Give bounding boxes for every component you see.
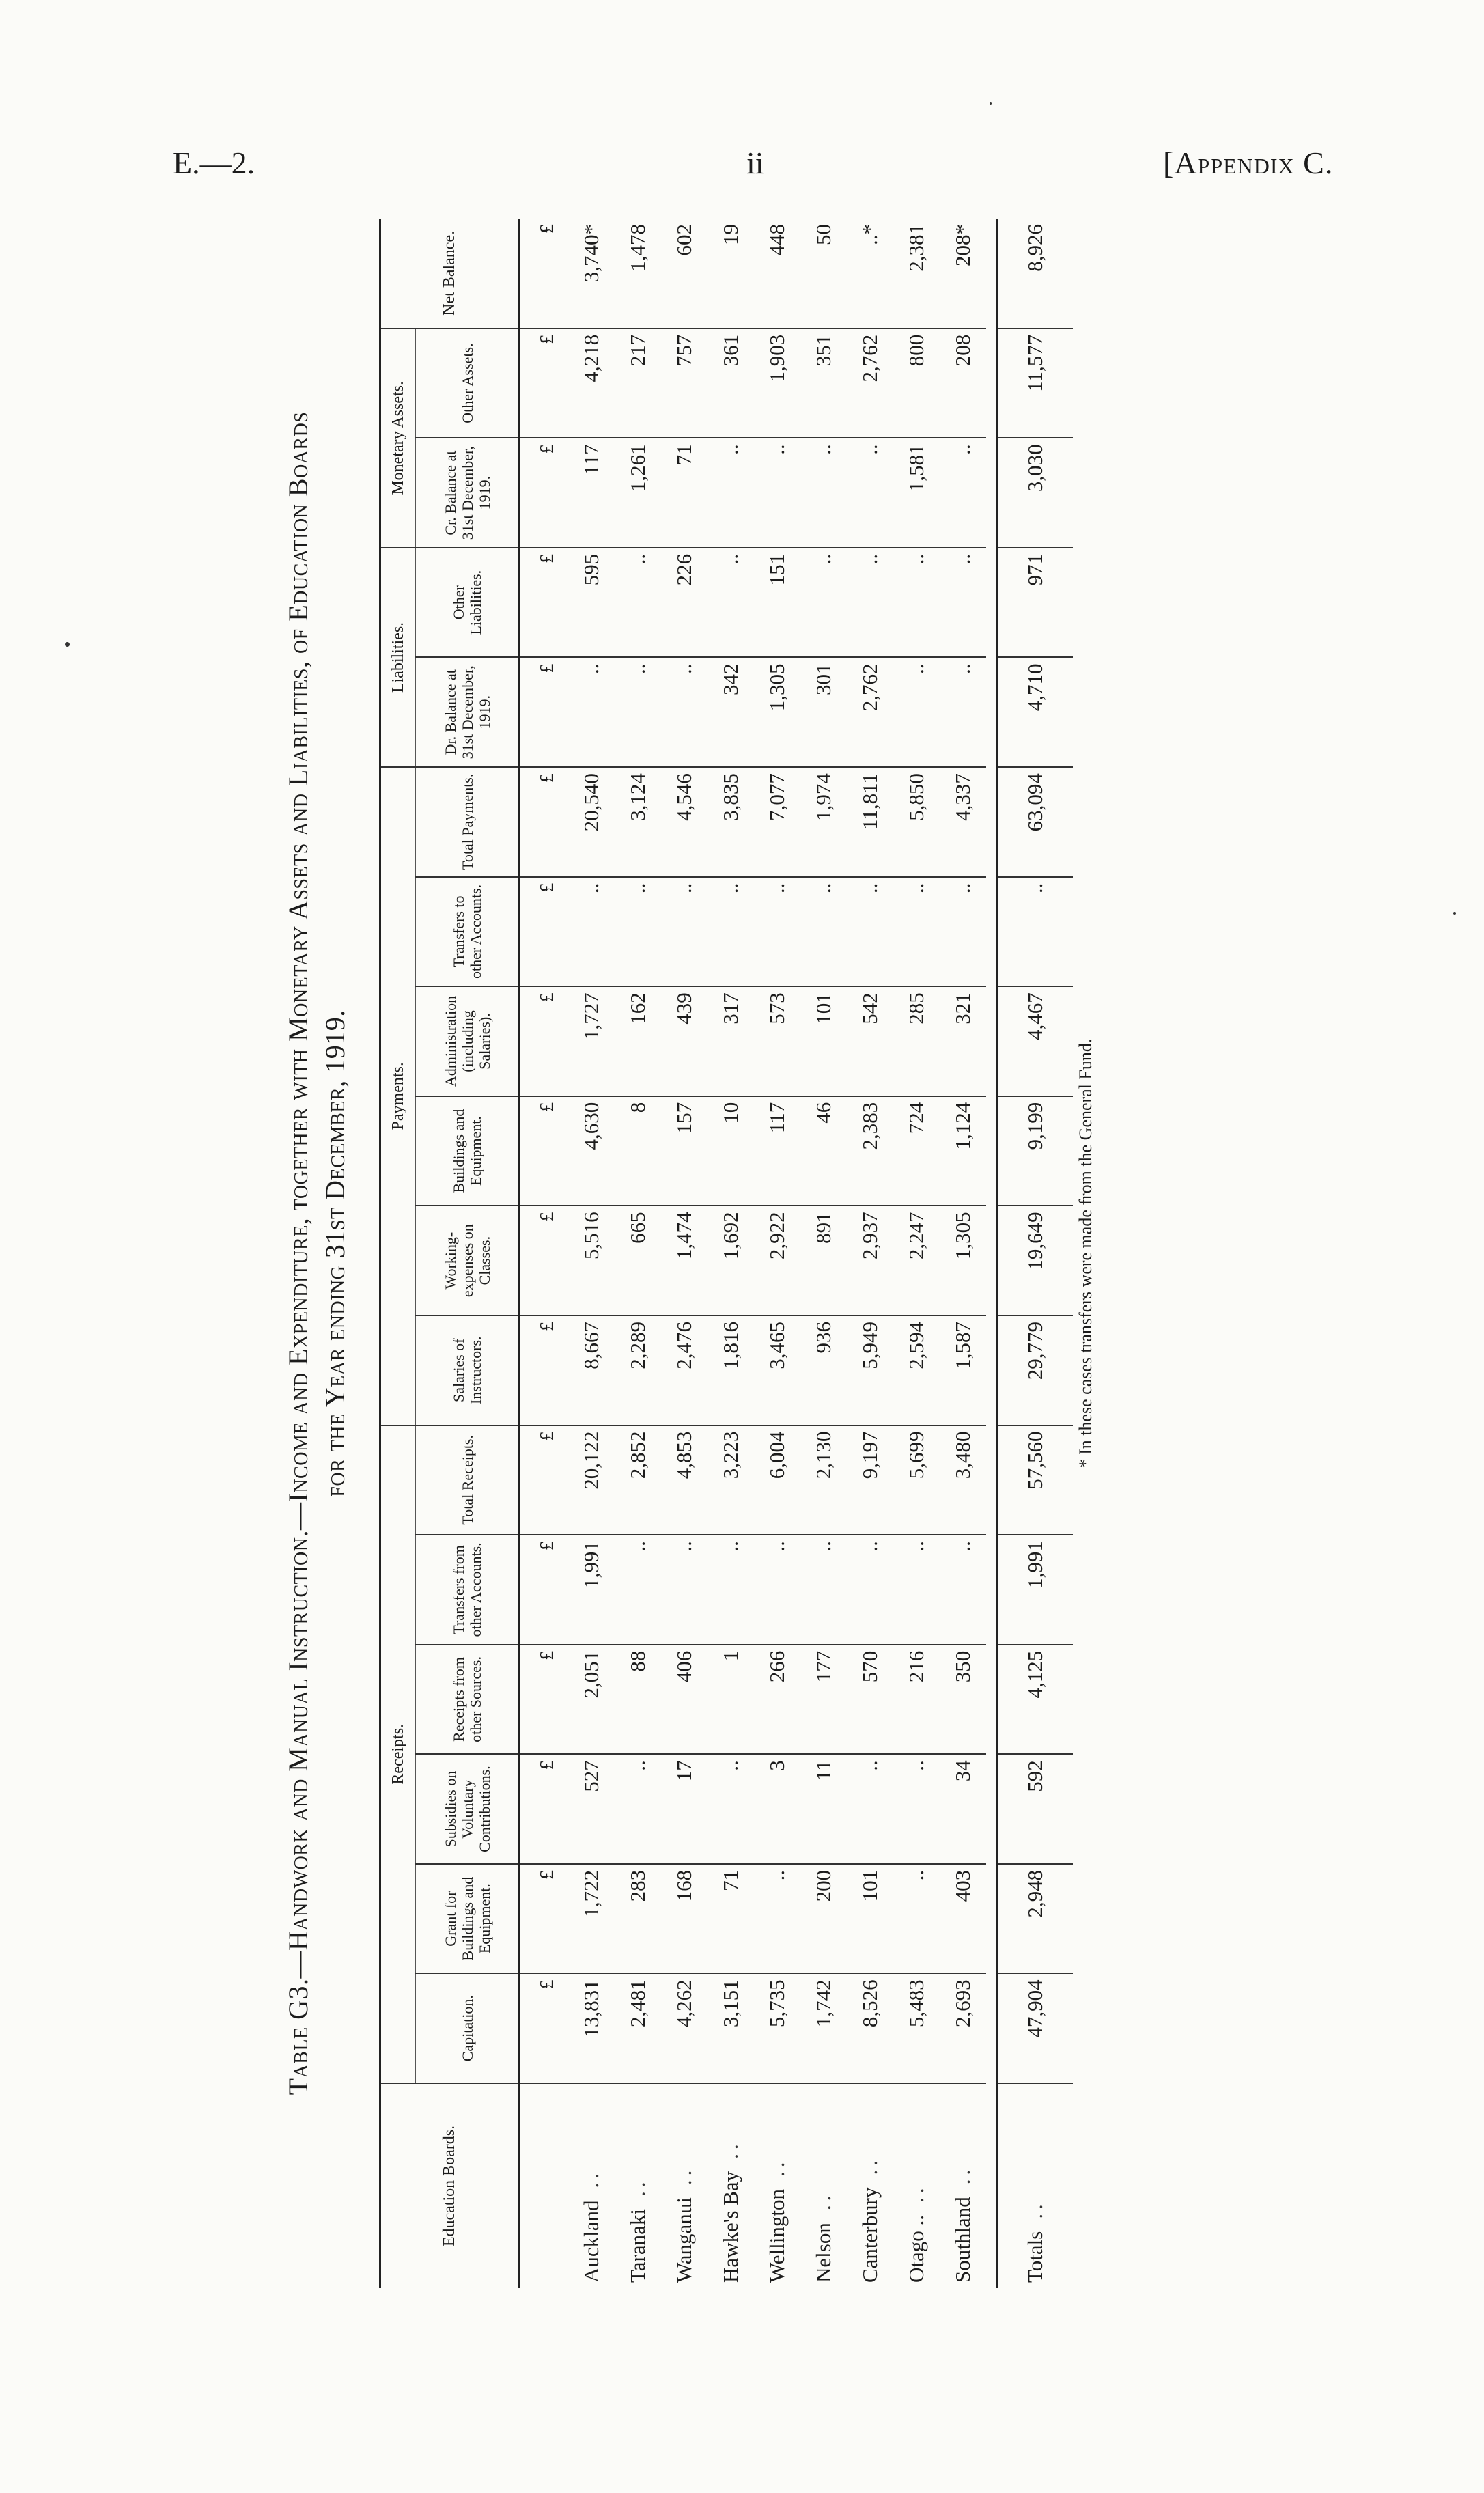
value-cell: 1,478	[615, 219, 661, 329]
table-title-line-2: for the Year ending 31st December, 1919.	[320, 1009, 350, 1497]
value-cell: ..	[615, 1535, 661, 1645]
value-cell: 5,516	[568, 1206, 615, 1315]
value-cell: 665	[615, 1206, 661, 1315]
value-cell: 5,699	[893, 1425, 940, 1535]
value-cell: 2,594	[893, 1315, 940, 1425]
value-cell: ..	[847, 1535, 893, 1645]
value-cell: ..	[754, 1535, 800, 1645]
value-cell: 4,218	[568, 329, 615, 438]
value-cell: 5,850	[893, 767, 940, 877]
unit-cell: £	[520, 1425, 569, 1535]
leader-dots: ..	[951, 2165, 975, 2185]
table-title-line-1: Table G3.—Handwork and Manual Instruction.—Income and Expenditure, together with Monetary Assets and Liabilities, of Education Boards	[283, 411, 313, 2095]
value-cell: 4,467	[997, 986, 1074, 1096]
unit-cell: £	[520, 877, 569, 987]
scan-speck	[1453, 912, 1456, 915]
value-cell: 11,811	[847, 767, 893, 877]
income-expenditure-table	[379, 219, 1073, 2288]
value-cell: 1,587	[940, 1315, 986, 1425]
value-cell: 34	[940, 1754, 986, 1864]
header-cr-balance: Cr. Balance at 31st December, 1919.	[416, 438, 520, 548]
unit-cell: £	[520, 1206, 569, 1315]
value-cell: 891	[800, 1206, 847, 1315]
value-cell: ..	[661, 657, 708, 767]
value-cell: 162	[615, 986, 661, 1096]
units-row-label	[520, 2083, 569, 2288]
value-cell: ..	[661, 877, 708, 987]
value-cell: 439	[661, 986, 708, 1096]
value-cell: 71	[661, 438, 708, 548]
value-cell: 1,692	[708, 1206, 754, 1315]
board-name	[997, 2083, 1074, 2288]
leader-dots: ..	[626, 2177, 649, 2197]
value-cell: 17	[661, 1754, 708, 1864]
value-cell: 46	[800, 1096, 847, 1206]
value-cell: ..	[708, 1535, 754, 1645]
unit-cell: £	[520, 767, 569, 877]
unit-cell: £	[520, 1535, 569, 1645]
value-cell: 2,762	[847, 657, 893, 767]
leader-dots: ..	[858, 2156, 882, 2175]
table-row	[754, 219, 800, 2288]
value-cell: 3,223	[708, 1425, 754, 1535]
value-cell: 361	[708, 329, 754, 438]
value-cell: 5,949	[847, 1315, 893, 1425]
value-cell: ..	[847, 438, 893, 548]
value-cell: 4,262	[661, 1973, 708, 2083]
board-name	[661, 2083, 708, 2288]
value-cell: 200	[800, 1864, 847, 1974]
value-cell: 2,481	[615, 1973, 661, 2083]
value-cell: ..	[615, 1754, 661, 1864]
value-cell: 351	[800, 329, 847, 438]
value-cell: 157	[661, 1096, 708, 1206]
value-cell: 4,710	[997, 657, 1074, 767]
units-row	[520, 219, 569, 2288]
value-cell: ..	[893, 548, 940, 658]
value-cell: 2,762	[847, 329, 893, 438]
value-cell: 1,727	[568, 986, 615, 1096]
header-dr-balance: Dr. Balance at 31st December, 1919.	[416, 657, 520, 767]
value-cell: 19,649	[997, 1206, 1074, 1315]
value-cell: 602	[661, 219, 708, 329]
board-name-text: Totals	[1023, 2231, 1047, 2283]
header-administration: Administration (including Salaries).	[416, 986, 520, 1096]
value-cell: 50	[800, 219, 847, 329]
leader-dots: ..	[718, 2140, 742, 2159]
board-name	[847, 2083, 893, 2288]
value-cell: ..	[800, 438, 847, 548]
value-cell: 47,904	[997, 1973, 1074, 2083]
group-payments: Payments.	[380, 767, 416, 1425]
value-cell: ..	[940, 548, 986, 658]
value-cell: 2,051	[568, 1645, 615, 1755]
value-cell: 88	[615, 1645, 661, 1755]
value-cell: 1,581	[893, 438, 940, 548]
value-cell: 11	[800, 1754, 847, 1864]
value-cell: 2,289	[615, 1315, 661, 1425]
leader-dots: ..	[672, 2166, 696, 2186]
value-cell: 3,480	[940, 1425, 986, 1535]
board-name-text: Canterbury	[858, 2187, 882, 2283]
value-cell: 10	[708, 1096, 754, 1206]
board-name-text: Wanganui	[672, 2197, 696, 2283]
value-cell: 2,852	[615, 1425, 661, 1535]
value-cell: 8,926	[997, 219, 1074, 329]
value-cell: ..	[754, 438, 800, 548]
value-cell: 7,077	[754, 767, 800, 877]
value-cell: 101	[847, 1864, 893, 1974]
value-cell: ..	[615, 548, 661, 658]
unit-cell: £	[520, 329, 569, 438]
table-row	[847, 219, 893, 2288]
leader-dots: ..	[765, 2158, 789, 2177]
scan-speck	[990, 102, 992, 105]
unit-cell: £	[520, 1864, 569, 1974]
header-receipts-other: Receipts from other Sources.	[416, 1645, 520, 1755]
value-cell: 217	[615, 329, 661, 438]
value-cell: 1	[708, 1645, 754, 1755]
value-cell: 1,722	[568, 1864, 615, 1974]
scan-speck	[65, 642, 70, 647]
value-cell: 8,667	[568, 1315, 615, 1425]
header-education-boards: Education Boards.	[380, 2083, 520, 2288]
value-cell: 448	[754, 219, 800, 329]
value-cell: 403	[940, 1864, 986, 1974]
appendix-label: [Appendix C.	[1163, 145, 1334, 180]
value-cell: 2,693	[940, 1973, 986, 2083]
value-cell: 2,130	[800, 1425, 847, 1535]
totals-row	[997, 219, 1074, 2288]
leader-dots: ..	[1023, 2200, 1047, 2219]
value-cell: 4,337	[940, 767, 986, 877]
header-capitation: Capitation.	[416, 1973, 520, 2083]
value-cell: ..	[997, 877, 1074, 987]
unit-cell: £	[520, 548, 569, 658]
value-cell: 936	[800, 1315, 847, 1425]
table-title	[280, 219, 354, 2288]
header-other-liabilities: Other Liabilities.	[416, 548, 520, 658]
header-transfers-to: Transfers to other Accounts.	[416, 877, 520, 987]
value-cell: ..	[893, 1754, 940, 1864]
value-cell: 117	[568, 438, 615, 548]
board-name	[940, 2083, 986, 2288]
value-cell: 9,199	[997, 1096, 1074, 1206]
value-cell: ..	[940, 877, 986, 987]
unit-cell: £	[520, 1973, 569, 2083]
value-cell: 342	[708, 657, 754, 767]
value-cell: 3,465	[754, 1315, 800, 1425]
board-name-text: Southland	[951, 2197, 975, 2283]
value-cell: ..	[800, 548, 847, 658]
value-cell: 2,381	[893, 219, 940, 329]
board-name-text: Auckland	[579, 2200, 603, 2283]
value-cell: 757	[661, 329, 708, 438]
value-cell: 9,197	[847, 1425, 893, 1535]
value-cell: ..*	[847, 219, 893, 329]
spacer-cell	[986, 219, 997, 2288]
value-cell: 724	[893, 1096, 940, 1206]
value-cell: ..	[708, 438, 754, 548]
value-cell: 29,779	[997, 1315, 1074, 1425]
value-cell: 285	[893, 986, 940, 1096]
value-cell: 1,974	[800, 767, 847, 877]
value-cell: 19	[708, 219, 754, 329]
value-cell: 208*	[940, 219, 986, 329]
table-row	[800, 219, 847, 2288]
board-name-text: Taranaki	[626, 2209, 649, 2283]
value-cell: 1,305	[940, 1206, 986, 1315]
value-cell: 350	[940, 1645, 986, 1755]
value-cell: 4,853	[661, 1425, 708, 1535]
value-cell: 2,247	[893, 1206, 940, 1315]
value-cell: 1,991	[997, 1535, 1074, 1645]
board-name-text: Nelson	[811, 2223, 835, 2283]
value-cell: 4,125	[997, 1645, 1074, 1755]
group-receipts: Receipts.	[380, 1425, 416, 2083]
value-cell: 3,030	[997, 438, 1074, 548]
value-cell: 20,122	[568, 1425, 615, 1535]
header-net-balance: Net Balance.	[380, 219, 520, 329]
value-cell: ..	[847, 548, 893, 658]
value-cell: 1,991	[568, 1535, 615, 1645]
value-cell: 216	[893, 1645, 940, 1755]
header-working-expenses: Working-expenses on Classes.	[416, 1206, 520, 1315]
value-cell: 1,742	[800, 1973, 847, 2083]
value-cell: ..	[568, 877, 615, 987]
value-cell: 595	[568, 548, 615, 658]
header-transfers-from: Transfers from other Accounts.	[416, 1535, 520, 1645]
value-cell: ..	[847, 877, 893, 987]
value-cell: 2,948	[997, 1864, 1074, 1974]
value-cell: ..	[754, 1864, 800, 1974]
value-cell: ..	[800, 1535, 847, 1645]
leader-dots: ..	[904, 2184, 928, 2203]
header-grant-buildings: Grant for Buildings and Equipment.	[416, 1864, 520, 1974]
header-salaries: Salaries of Instructors.	[416, 1315, 520, 1425]
value-cell: ..	[893, 1864, 940, 1974]
unit-cell: £	[520, 657, 569, 767]
board-name	[893, 2083, 940, 2288]
value-cell: ..	[708, 548, 754, 658]
table-row	[661, 219, 708, 2288]
board-name	[568, 2083, 615, 2288]
unit-cell: £	[520, 438, 569, 548]
value-cell: 592	[997, 1754, 1074, 1864]
board-name-text: Otago ..	[904, 2214, 928, 2283]
value-cell: ..	[800, 877, 847, 987]
header-subsidies: Subsidies on Voluntary Contributions.	[416, 1754, 520, 1864]
value-cell: ..	[940, 1535, 986, 1645]
value-cell: 1,903	[754, 329, 800, 438]
header-buildings-equipment: Buildings and Equipment.	[416, 1096, 520, 1206]
table-footnote: * In these cases transfers were made from the General Fund.	[1076, 1038, 1095, 1468]
unit-cell: £	[520, 219, 569, 329]
value-cell: ..	[847, 1754, 893, 1864]
value-cell: 5,735	[754, 1973, 800, 2083]
board-name	[754, 2083, 800, 2288]
spacer-row	[986, 219, 997, 2288]
value-cell: ..	[708, 877, 754, 987]
table-body	[520, 219, 1074, 2288]
value-cell: 527	[568, 1754, 615, 1864]
value-cell: 6,004	[754, 1425, 800, 1535]
value-cell: 63,094	[997, 767, 1074, 877]
board-name-text: Wellington	[765, 2189, 789, 2283]
table-row	[940, 219, 986, 2288]
value-cell: 117	[754, 1096, 800, 1206]
board-name	[708, 2083, 754, 2288]
value-cell: 321	[940, 986, 986, 1096]
value-cell: 3,740*	[568, 219, 615, 329]
value-cell: ..	[893, 657, 940, 767]
header-other-assets: Other Assets.	[416, 329, 520, 438]
value-cell: 800	[893, 329, 940, 438]
value-cell: 168	[661, 1864, 708, 1974]
header-total-receipts: Total Receipts.	[416, 1425, 520, 1535]
value-cell: 542	[847, 986, 893, 1096]
value-cell: 57,560	[997, 1425, 1074, 1535]
value-cell: 1,261	[615, 438, 661, 548]
value-cell: ..	[893, 877, 940, 987]
value-cell: 1,124	[940, 1096, 986, 1206]
value-cell: 71	[708, 1864, 754, 1974]
value-cell: 1,816	[708, 1315, 754, 1425]
value-cell: 406	[661, 1645, 708, 1755]
value-cell: 1,305	[754, 657, 800, 767]
value-cell: ..	[615, 877, 661, 987]
value-cell: 13,831	[568, 1973, 615, 2083]
value-cell: 570	[847, 1645, 893, 1755]
value-cell: 4,546	[661, 767, 708, 877]
value-cell: 101	[800, 986, 847, 1096]
unit-cell: £	[520, 986, 569, 1096]
group-liabilities: Liabilities.	[380, 548, 416, 767]
value-cell: 20,540	[568, 767, 615, 877]
value-cell: 8,526	[847, 1973, 893, 2083]
value-cell: 8	[615, 1096, 661, 1206]
value-cell: 1,474	[661, 1206, 708, 1315]
leader-dots: ..	[811, 2191, 835, 2211]
value-cell: 2,476	[661, 1315, 708, 1425]
value-cell: 226	[661, 548, 708, 658]
value-cell: 177	[800, 1645, 847, 1755]
value-cell: ..	[708, 1754, 754, 1864]
header-total-payments: Total Payments.	[416, 767, 520, 877]
value-cell: ..	[754, 877, 800, 987]
page-code: E.—2.	[173, 145, 255, 180]
leader-dots: ..	[579, 2169, 603, 2188]
group-monetary-assets: Monetary Assets.	[380, 329, 416, 548]
value-cell: 3,151	[708, 1973, 754, 2083]
value-cell: 971	[997, 548, 1074, 658]
unit-cell: £	[520, 1315, 569, 1425]
table-row	[568, 219, 615, 2288]
page-number: ii	[746, 145, 764, 180]
value-cell: 4,630	[568, 1096, 615, 1206]
value-cell: ..	[661, 1535, 708, 1645]
value-cell: 573	[754, 986, 800, 1096]
table-row	[893, 219, 940, 2288]
value-cell: 2,937	[847, 1206, 893, 1315]
value-cell: 5,483	[893, 1973, 940, 2083]
value-cell: 208	[940, 329, 986, 438]
table-row	[708, 219, 754, 2288]
unit-cell: £	[520, 1096, 569, 1206]
value-cell: ..	[615, 657, 661, 767]
board-name	[800, 2083, 847, 2288]
value-cell: 3	[754, 1754, 800, 1864]
table-row	[615, 219, 661, 2288]
board-name-text: Hawke's Bay	[718, 2171, 742, 2283]
value-cell: 3,835	[708, 767, 754, 877]
value-cell: 2,383	[847, 1096, 893, 1206]
value-cell: ..	[893, 1535, 940, 1645]
value-cell: ..	[940, 657, 986, 767]
value-cell: 283	[615, 1864, 661, 1974]
unit-cell: £	[520, 1645, 569, 1755]
value-cell: 3,124	[615, 767, 661, 877]
rotated-table-block	[246, 219, 1188, 2288]
value-cell: 2,922	[754, 1206, 800, 1315]
board-name	[615, 2083, 661, 2288]
value-cell: ..	[940, 438, 986, 548]
value-cell: ..	[568, 657, 615, 767]
value-cell: 301	[800, 657, 847, 767]
value-cell: 151	[754, 548, 800, 658]
value-cell: 266	[754, 1645, 800, 1755]
value-cell: 11,577	[997, 329, 1074, 438]
unit-cell: £	[520, 1754, 569, 1864]
value-cell: 317	[708, 986, 754, 1096]
